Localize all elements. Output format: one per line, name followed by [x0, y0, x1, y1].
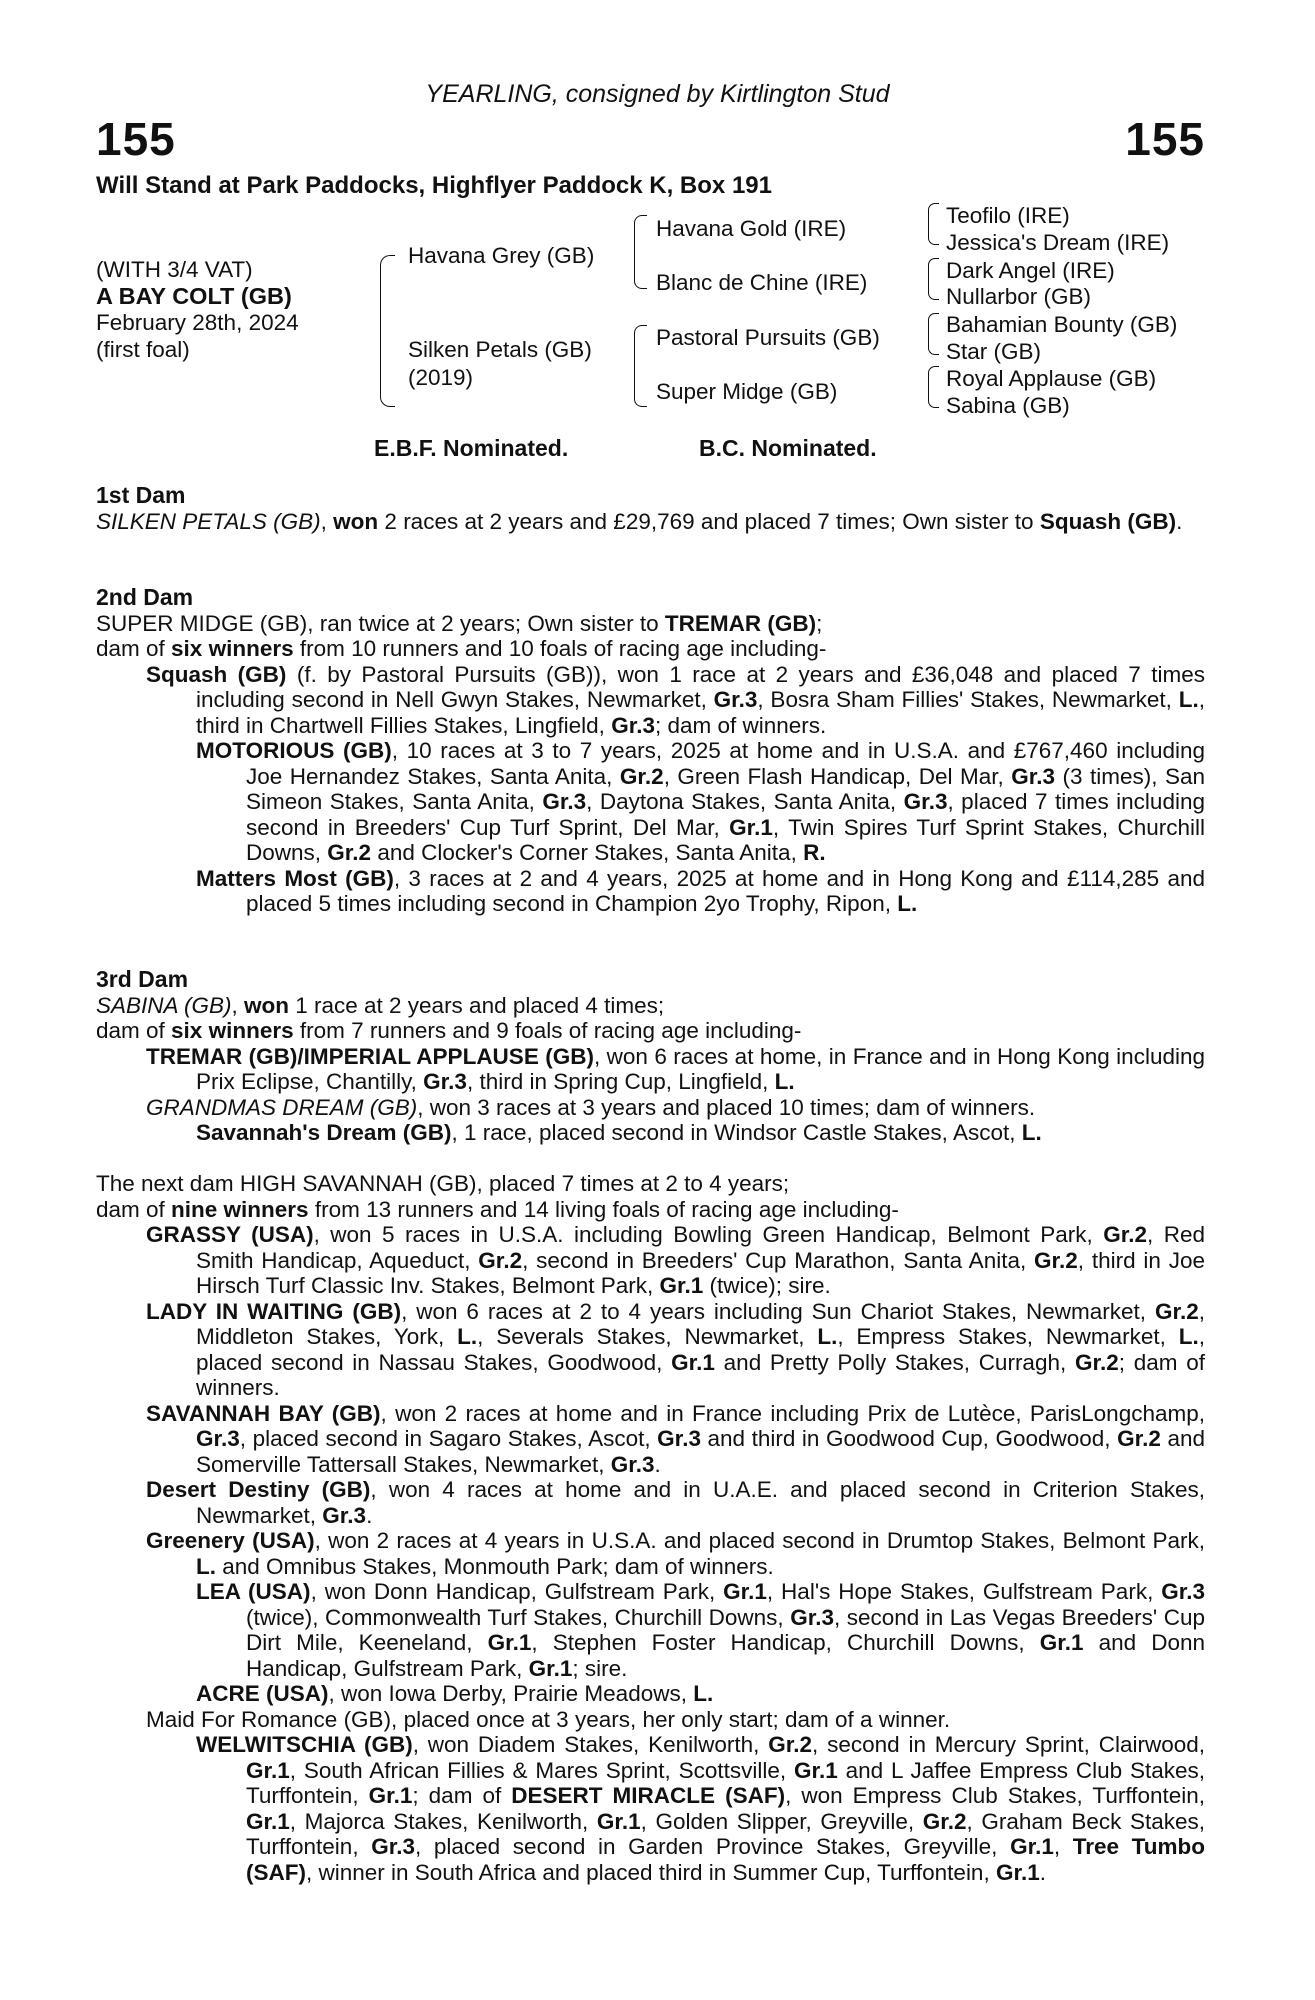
- sire: Havana Grey (GB): [408, 243, 595, 268]
- progeny-grassy: GRASSY (USA), won 5 races in U.S.A. including Bowling Green Handicap, Belmont Park, Gr.2, Red Smith Handicap, Aqueduct, Gr.2, second in Breeders' Cup Marathon, Santa Anita, Gr.2, third in Joe Hirsch Turf Classic Inv. Stakes, Belmont Park, Gr.1 (twice); sire.: [146, 1222, 1206, 1298]
- second-dam-line1: SUPER MIDGE (GB), ran twice at 2 years; Own sister to TREMAR (GB);: [96, 610, 823, 636]
- ebf-nominated: E.B.F. Nominated.: [374, 435, 569, 461]
- progeny-desert-destiny: Desert Destiny (GB), won 4 races at home and in U.A.E. and placed second in Criterion Stakes, Newmarket, Gr.3.: [146, 1477, 1205, 1528]
- progeny-lady-in-waiting: LADY IN WAITING (GB), won 6 races at 2 to 4 years including Sun Chariot Stakes, Newmarket, Gr.2, Middleton Stakes, York, L., Severals Stakes, Newmarket, L., Empress Stakes, Newmarket, L., placed second in Nassau Stakes, Goodwood, Gr.1 and Pretty Polly Stakes, Curragh, Gr.2; dam of winners.: [146, 1298, 1205, 1400]
- second-dam-section: [96, 585, 1205, 917]
- progeny-grandmas-dream: GRANDMAS DREAM (GB), won 3 races at 3 years and placed 10 times; dam of winners.: [146, 1094, 1036, 1120]
- pedigree-brace-dd: [928, 366, 939, 408]
- dsd: Star (GB): [946, 339, 1042, 364]
- vat-note: (WITH 3/4 VAT): [96, 257, 253, 282]
- progeny-welwitschia: WELWITSCHIA (GB), won Diadem Stakes, Kenilworth, Gr.2, second in Mercury Sprint, Clairwood, Gr.1, South African Fillies & Mares Sprint, Scottsville, Gr.1 and L Jaffee Empress Club Stakes, Turffontein, Gr.1; dam of DESERT MIRACLE (SAF), won Empress Club Stakes, Turffontein, Gr.1, Majorca Stakes, Kenilworth, Gr.1, Golden Slipper, Greyville, Gr.2, Graham Beck Stakes, Turffontein, Gr.3, placed second in Garden Province Stakes, Greyville, Gr.1, Tree Tumbo (SAF), winner in South Africa and placed third in Summer Cup, Turffontein, Gr.1.: [196, 1732, 1206, 1885]
- horse-dob: February 28th, 2024: [96, 310, 299, 335]
- first-dam-title: 1st Dam: [96, 482, 186, 508]
- dam-year: (2019): [408, 365, 474, 390]
- pedigree-brace-main: [380, 255, 395, 407]
- progeny-acre: ACRE (USA), won Iowa Derby, Prairie Meadows, L.: [196, 1681, 714, 1706]
- first-dam-text: 2 races at 2 years and £29,769 and placed 7 times; Own sister to: [378, 508, 1034, 534]
- lot-number-right: 155: [1125, 113, 1205, 165]
- progeny-savannahs-dream: Savannah's Dream (GB), 1 race, placed second in Windsor Castle Stakes, Ascot, L.: [196, 1120, 1042, 1145]
- third-dam-line2: dam of six winners from 7 runners and 9 foals of racing age including-: [96, 1018, 802, 1043]
- dam-sire: Pastoral Pursuits (GB): [656, 325, 880, 350]
- next-dam-section: [96, 1171, 1205, 1885]
- next-dam-line1: The next dam HIGH SAVANNAH (GB), placed 7 times at 2 to 4 years;: [96, 1171, 790, 1196]
- next-dam-line2: dam of nine winners from 13 runners and 14 living foals of racing age including-: [96, 1196, 899, 1222]
- pedigree-brace-sd: [928, 258, 939, 300]
- progeny-maid-for-romance: Maid For Romance (GB), placed once at 3 years, her only start; dam of a winner.: [146, 1706, 951, 1732]
- horse-note: (first foal): [96, 337, 190, 362]
- won-label: won: [333, 508, 379, 534]
- dds: Royal Applause (GB): [946, 366, 1157, 391]
- third-dam-line1: SABINA (GB), won 1 race at 2 years and placed 4 times;: [96, 992, 665, 1018]
- pedigree-brace-sire: [634, 215, 647, 289]
- progeny-matters-most: Matters Most (GB), 3 races at 2 and 4 years, 2025 at home and in Hong Kong and £114,285 and placed 5 times including second in Champion 2yo Trophy, Ripon, L.: [196, 865, 1205, 916]
- pedigree-brace-ss: [928, 203, 939, 245]
- sss: Teofilo (IRE): [946, 203, 1070, 228]
- dam-dam: Super Midge (GB): [656, 379, 838, 404]
- sds: Dark Angel (IRE): [946, 258, 1115, 283]
- progeny-greenery: Greenery (USA), won 2 races at 4 years in U.S.A. and placed second in Drumtop Stakes, Belmont Park, L. and Omnibus Stakes, Monmouth Park; dam of winners.: [146, 1528, 1205, 1579]
- first-dam-sister: Squash (GB): [1039, 508, 1177, 534]
- bc-nominated: B.C. Nominated.: [699, 435, 877, 461]
- ddd: Sabina (GB): [946, 393, 1070, 418]
- stable-location: Will Stand at Park Paddocks, Highflyer Paddock K, Box 191: [96, 172, 772, 199]
- progeny-squash: Squash (GB) (f. by Pastoral Pursuits (GB)), won 1 race at 2 years and £36,048 and placed 7 times including second in Nell Gwyn Stakes, Newmarket, Gr.3, Bosra Sham Fillies' Stakes, Newmarket, L., third in Chartwell Fillies Stakes, Lingfield, Gr.3; dam of winners.: [146, 661, 1205, 738]
- third-dam-section: [96, 967, 1205, 1146]
- sire-dam: Blanc de Chine (IRE): [656, 270, 868, 295]
- progeny-savannah-bay: SAVANNAH BAY (GB), won 2 races at home and in France including Prix de Lutèce, ParisLongchamp, Gr.3, placed second in Sagaro Stakes, Ascot, Gr.3 and third in Goodwood Cup, Goodwood, Gr.2 and Somerville Tattersall Stakes, Newmarket, Gr.3.: [146, 1400, 1205, 1477]
- dss: Bahamian Bounty (GB): [946, 312, 1178, 337]
- second-dam-line2: dam of six winners from 10 runners and 10 foals of racing age including-: [96, 636, 827, 661]
- pedigree-brace-dam: [634, 325, 647, 407]
- sdd: Nullarbor (GB): [946, 284, 1092, 309]
- first-dam-name: SILKEN PETALS (GB): [96, 508, 321, 534]
- progeny-motorious: MOTORIOUS (GB), 10 races at 3 to 7 years, 2025 at home and in U.S.A. and £767,460 including Joe Hernandez Stakes, Santa Anita, Gr.2, Green Flash Handicap, Del Mar, Gr.3 (3 times), San Simeon Stakes, Santa Anita, Gr.3, Daytona Stakes, Santa Anita, Gr.3, placed 7 times including second in Breeders' Cup Turf Sprint, Del Mar, Gr.1, Twin Spires Turf Sprint Stakes, Churchill Downs, Gr.2 and Clocker's Corner Stakes, Santa Anita, R.: [196, 738, 1206, 865]
- catalogue-subtitle: YEARLING, consigned by Kirtlington Stud: [425, 80, 890, 108]
- progeny-lea: LEA (USA), won Donn Handicap, Gulfstream Park, Gr.1, Hal's Hope Stakes, Gulfstream Park, Gr.3 (twice), Commonwealth Turf Stakes, Churchill Downs, Gr.3, second in Las Vegas Breeders' Cup Dirt Mile, Keeneland, Gr.1, Stephen Foster Handicap, Churchill Downs, Gr.1 and Donn Handicap, Gulfstream Park, Gr.1; sire.: [196, 1579, 1206, 1681]
- first-dam-section: 1st Dam SILKEN PETALS (GB), won 2 races at 2 years and £29,769 and placed 7 times; Own sister to Squash (GB).: [96, 483, 1205, 534]
- pedigree-brace-ds: [928, 313, 939, 355]
- ssd: Jessica's Dream (IRE): [946, 230, 1170, 255]
- horse-name: A BAY COLT (GB): [96, 283, 292, 309]
- progeny-tremar: TREMAR (GB)/IMPERIAL APPLAUSE (GB), won 6 races at home, in France and in Hong Kong including Prix Eclipse, Chantilly, Gr.3, third in Spring Cup, Lingfield, L.: [146, 1043, 1205, 1094]
- third-dam-title: 3rd Dam: [96, 966, 189, 992]
- first-dam-end: .: [1176, 508, 1183, 534]
- dam: Silken Petals (GB): [408, 337, 592, 362]
- lot-number-left: 155: [96, 113, 176, 165]
- sire-sire: Havana Gold (IRE): [656, 216, 847, 241]
- second-dam-title: 2nd Dam: [96, 584, 194, 610]
